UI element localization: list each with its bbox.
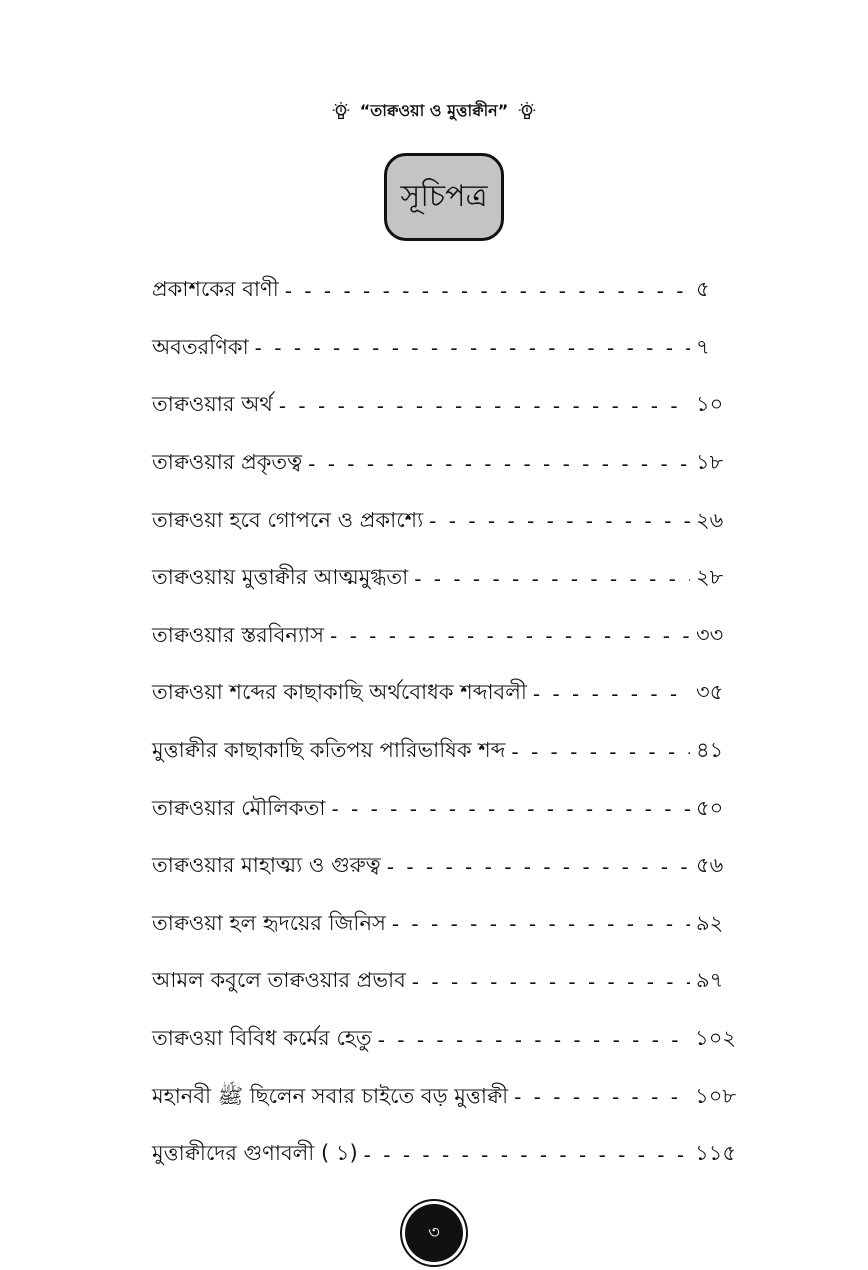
toc-entry-label: তাক্বওয়ায় মুত্তাক্বীর আত্মমুগ্ধতা — [152, 565, 409, 590]
toc-entry-label: তাক্বওয়া বিবিধ কর্মের হেতু — [152, 1026, 372, 1051]
toc-entry-page: ২৬ — [696, 507, 724, 532]
toc-entry-label: তাক্বওয়া হবে গোপনে ও প্রকাশ্যে — [152, 507, 424, 532]
toc-entry-page: ১০৮ — [695, 1083, 736, 1108]
dot-leader — [429, 509, 690, 533]
toc-entry-label: আমল কবুলে তাক্বওয়ার প্রভাব — [152, 968, 406, 993]
lightbulb-icon — [330, 101, 352, 123]
toc-entry-page: ৯২ — [696, 910, 724, 935]
toc-entry-label: তাক্বওয়া হল হৃদয়ের জিনিস — [152, 910, 386, 935]
toc-entry-label: তাক্বওয়ার প্রকৃতত্ব — [152, 450, 303, 475]
dot-leader — [514, 1085, 689, 1109]
toc-entry — [152, 608, 736, 666]
toc-entry — [152, 723, 736, 781]
toc-entry — [152, 1011, 736, 1069]
toc-entry-label: তাক্বওয়ার অর্থ — [152, 392, 273, 417]
toc-entry — [152, 1126, 736, 1184]
toc-entry-label: তাক্বওয়ার মৌলিকতা — [152, 795, 326, 820]
toc-entry — [152, 838, 736, 896]
toc-entry-label: তাক্বওয়ার স্তরবিন্যাস — [152, 622, 324, 647]
page-number-badge: ৩ — [405, 1204, 463, 1262]
toc-entry-label: মুত্তাক্বীর কাছাকাছি কতিপয় পারিভাষিক শব্দ — [152, 738, 506, 763]
dot-leader — [392, 912, 690, 936]
toc-entry — [152, 435, 736, 493]
toc-entry — [152, 262, 736, 320]
dot-leader — [331, 797, 690, 821]
dot-leader — [308, 452, 690, 476]
dot-leader — [533, 682, 690, 706]
toc-entry-page: ২৮ — [696, 565, 724, 590]
toc-entry-page: ১০ — [696, 392, 724, 417]
toc-entry-page: ৭ — [696, 334, 710, 359]
running-head-title: “তাক্বওয়া ও মুত্তাক্বীন” — [359, 101, 509, 120]
dot-leader — [414, 567, 690, 591]
lightbulb-icon — [516, 101, 538, 123]
toc-entry — [152, 896, 736, 954]
dot-leader — [255, 336, 690, 360]
dot-leader — [412, 970, 690, 994]
toc-entry-label: মুত্তাক্বীদের গুণাবলী ( ১) — [152, 1141, 358, 1166]
toc-entry-label: তাক্বওয়ার মাহাত্ম্য ও গুরুত্ব — [152, 853, 381, 878]
running-head — [0, 98, 868, 125]
dot-leader — [330, 624, 690, 648]
toc-entry-page: ৯৭ — [696, 968, 724, 993]
toc-entry-label: প্রকাশকের বাণী — [152, 277, 279, 302]
toc-entry — [152, 1068, 736, 1126]
toc-entry-page: ৩৫ — [696, 680, 724, 705]
toc-entry — [152, 780, 736, 838]
toc-entry — [152, 665, 736, 723]
toc-entry — [152, 953, 736, 1011]
toc-entry — [152, 320, 736, 378]
toc-entry-page: ৫০ — [696, 795, 724, 820]
toc-entry-page: ১৮ — [696, 450, 724, 475]
dot-leader — [285, 279, 690, 303]
toc-entry-page: ৫ — [696, 277, 710, 302]
toc-entry-page: ৫৬ — [696, 853, 724, 878]
toc-entry-label: তাক্বওয়া শব্দের কাছাকাছি অর্থবোধক শব্দাবলী — [152, 680, 527, 705]
toc-entry — [152, 377, 736, 435]
toc-entry — [152, 550, 736, 608]
toc-entry-page: ১১৫ — [695, 1141, 736, 1166]
table-of-contents — [152, 262, 736, 1184]
dot-leader — [378, 1028, 689, 1052]
toc-entry-page: ৩৩ — [696, 622, 724, 647]
toc-entry-page: ৪১ — [696, 738, 724, 763]
toc-entry-page: ১০২ — [695, 1026, 736, 1051]
page-title: সূচিপত্র — [384, 153, 504, 241]
dot-leader — [364, 1143, 689, 1167]
toc-entry-label: মহানবী ﷺ ছিলেন সবার চাইতে বড় মুত্তাক্বী — [152, 1083, 509, 1108]
toc-entry — [152, 492, 736, 550]
toc-entry-label: অবতরণিকা — [152, 334, 249, 359]
dot-leader — [511, 740, 690, 764]
dot-leader — [279, 394, 690, 418]
dot-leader — [387, 855, 690, 879]
